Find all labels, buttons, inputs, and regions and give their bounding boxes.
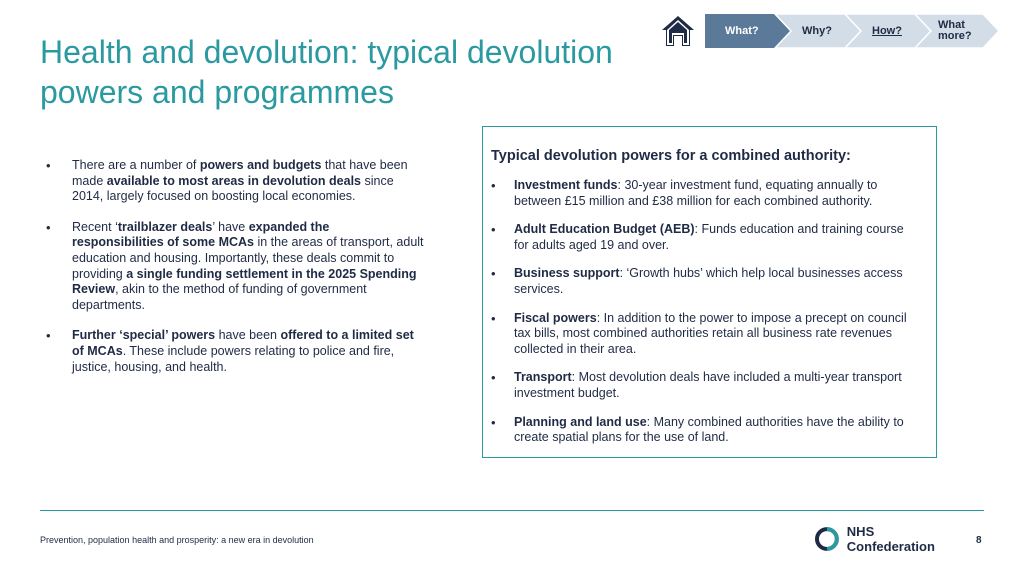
powers-box-title: Typical devolution powers for a combined authority: (491, 148, 851, 164)
power-item (489, 370, 919, 401)
powers-box (482, 126, 937, 458)
bold-text: expanded the responsibilities of some MCAs (72, 219, 330, 250)
left-bullet-item (44, 220, 424, 314)
text-run: ’ have (212, 219, 249, 234)
left-bullet-item (44, 158, 424, 205)
bold-text: available to most areas in devolution deals (106, 173, 361, 188)
power-item (489, 222, 919, 253)
power-item-heading: Adult Education Budget (AEB) (514, 222, 695, 237)
power-item (489, 178, 919, 209)
power-item-heading: Transport (514, 370, 572, 385)
text-run: have been (215, 328, 281, 343)
power-item (489, 311, 919, 358)
footer-text: Prevention, population health and prosperity: a new era in devolution (40, 535, 314, 545)
nav-step-how[interactable]: How? (872, 25, 902, 37)
power-item-text: : Funds education and training course for adults aged 19 and over. (514, 222, 904, 252)
bold-text: Further ‘special’ powers (72, 328, 216, 343)
page-number: 8 (976, 535, 982, 546)
power-item (489, 415, 919, 446)
text-run: . These include powers relating to police and fire, justice, housing, and health. (72, 343, 395, 374)
bold-text: offered to a limited set of MCAs (72, 328, 414, 358)
power-item-text: : In addition to the power to impose a precept on council tax bills, most combined authorities retain all business rate revenues collected in their area. (514, 310, 907, 356)
logo-text: NHS Confederation (846, 524, 935, 554)
power-item-heading: Fiscal powers (514, 310, 597, 325)
nav-step-what-more[interactable]: What more? (938, 19, 972, 42)
nav-step-what[interactable]: What? (725, 25, 759, 37)
text-run: Recent ‘ (72, 219, 118, 234)
nhs-confederation-logo (815, 524, 965, 554)
powers-list (489, 178, 919, 459)
text-run: , akin to the method of funding of government departments. (72, 282, 367, 312)
breadcrumb-nav (705, 14, 1000, 48)
home-button[interactable] (660, 14, 696, 48)
power-item-heading: Business support (514, 266, 620, 281)
text-run: that have been made (72, 158, 408, 188)
power-item-text: : 30-year investment fund, equating annually to between £15 million and £38 million for each combined authority. (514, 178, 878, 208)
power-item-text: : Most devolution deals have included a multi-year transport investment budget. (514, 370, 902, 400)
nav-step-why[interactable]: Why? (802, 25, 832, 37)
page-title: Health and devolution: typical devolution powers and programmes (40, 34, 613, 110)
text-run: There are a number of (72, 158, 200, 172)
home-icon (660, 14, 696, 48)
bold-text: a single funding settlement in the 2025 Spending Review (72, 266, 417, 297)
left-bullet-item (44, 328, 424, 375)
power-item-text: : Many combined authorities have the ability to create spatial plans for the use of land. (514, 414, 904, 445)
text-run: in the areas of transport, adult education and housing. Importantly, these deals commit to providing (72, 235, 424, 281)
bold-text: trailblazer deals (117, 219, 213, 234)
power-item-heading: Planning and land use (514, 414, 647, 429)
text-run: since 2014, largely focused on boosting local economies. (72, 173, 394, 204)
power-item (489, 266, 919, 297)
left-bullet-list (44, 158, 424, 390)
nhs-logo-icon (815, 527, 841, 551)
footer-divider (40, 510, 984, 511)
bold-text: powers and budgets (199, 158, 322, 172)
power-item-text: : ‘Growth hubs’ which help local businesses access services. (514, 266, 903, 296)
power-item-heading: Investment funds (514, 178, 618, 192)
